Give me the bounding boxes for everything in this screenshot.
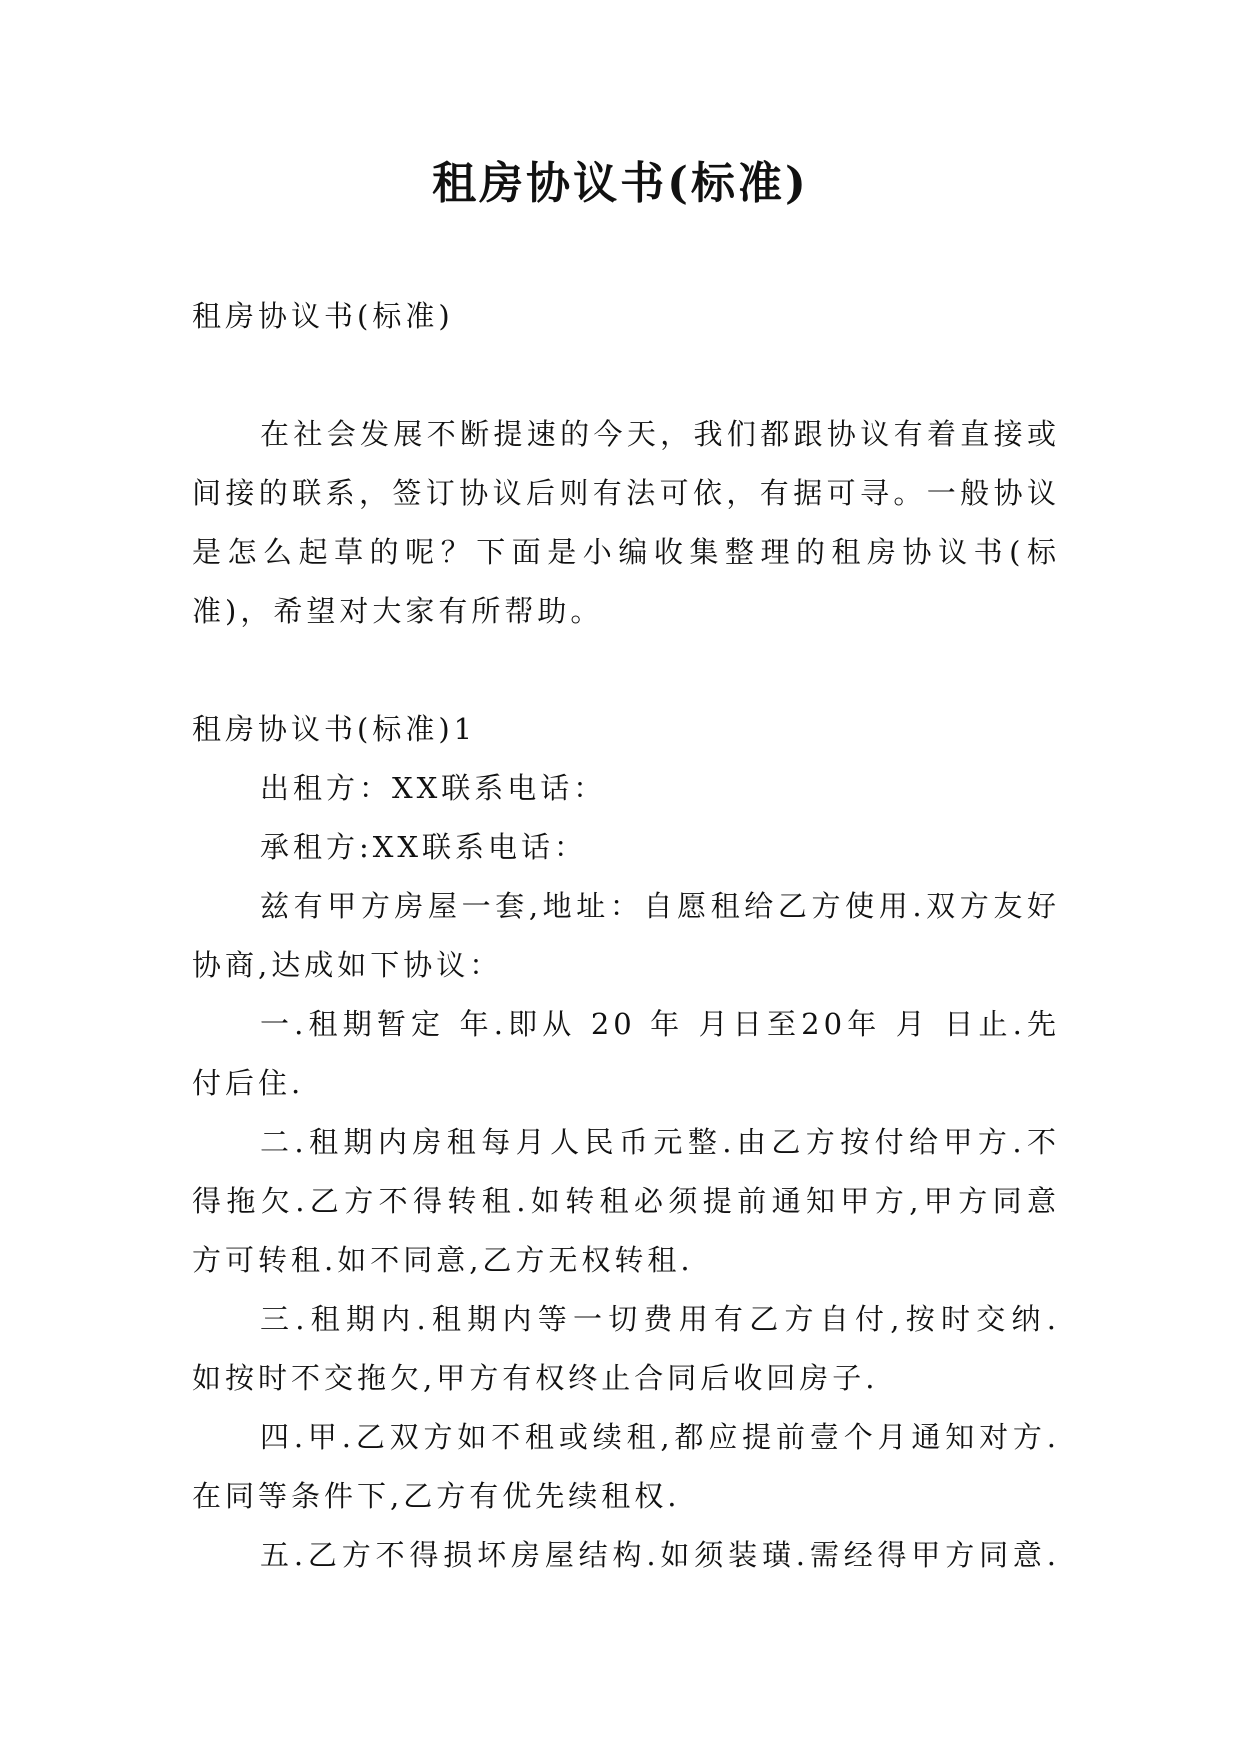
intro-paragraph bbox=[192, 405, 1060, 641]
document-title: 租房协议书(标准) bbox=[432, 158, 809, 209]
lessor-line: 出租方：XX联系电话： bbox=[260, 771, 607, 805]
agreement-section bbox=[192, 700, 1060, 1585]
intro-line: 间接的联系，签订协议后则有法可依，有据可寻。一般协议 bbox=[192, 476, 1060, 510]
clause-line: 五.乙方不得损坏房屋结构.如须装璜.需经得甲方同意. bbox=[260, 1538, 1060, 1572]
clause-5 bbox=[192, 1526, 1060, 1585]
clause-line: 方可转租.如不同意,乙方无权转租. bbox=[192, 1243, 694, 1277]
lessee-line: 承租方:XX联系电话： bbox=[260, 830, 588, 864]
clause-1 bbox=[192, 995, 1060, 1113]
clause-line: 得拖欠.乙方不得转租.如转租必须提前通知甲方,甲方同意 bbox=[192, 1184, 1060, 1218]
clause-line: 三.租期内.租期内等一切费用有乙方自付,按时交纳. bbox=[260, 1302, 1060, 1336]
document-subtitle: 租房协议书(标准) bbox=[192, 299, 454, 333]
agreement-heading: 租房协议书(标准)1 bbox=[192, 712, 477, 746]
intro-line: 在社会发展不断提速的今天，我们都跟协议有着直接或 bbox=[260, 417, 1060, 451]
clause-2 bbox=[192, 1113, 1060, 1290]
blank-line bbox=[192, 346, 1060, 405]
clause-3 bbox=[192, 1290, 1060, 1408]
intro-line: 是怎么起草的呢？下面是小编收集整理的租房协议书(标 bbox=[192, 535, 1060, 569]
clause-line: 在同等条件下,乙方有优先续租权. bbox=[192, 1479, 681, 1513]
blank-line bbox=[192, 641, 1060, 700]
clause-line: 如按时不交拖欠,甲方有权终止合同后收回房子. bbox=[192, 1361, 879, 1395]
document-body bbox=[192, 287, 1060, 1585]
preamble-line: 兹有甲方房屋一套,地址：自愿租给乙方使用.双方友好 bbox=[260, 889, 1060, 923]
intro-line: 准)，希望对大家有所帮助。 bbox=[192, 594, 604, 628]
clause-line: 付后住. bbox=[192, 1066, 305, 1100]
preamble-paragraph bbox=[192, 877, 1060, 995]
clause-line: 四.甲.乙双方如不租或续租,都应提前壹个月通知对方. bbox=[260, 1420, 1060, 1454]
clause-line: 二.租期内房租每月人民币元整.由乙方按付给甲方.不 bbox=[260, 1125, 1060, 1159]
clause-4 bbox=[192, 1408, 1060, 1526]
preamble-line: 协商,达成如下协议： bbox=[192, 948, 503, 982]
clause-line: 一.租期暂定 年.即从 20 年 月日至20年 月 日止.先 bbox=[260, 1007, 1060, 1041]
